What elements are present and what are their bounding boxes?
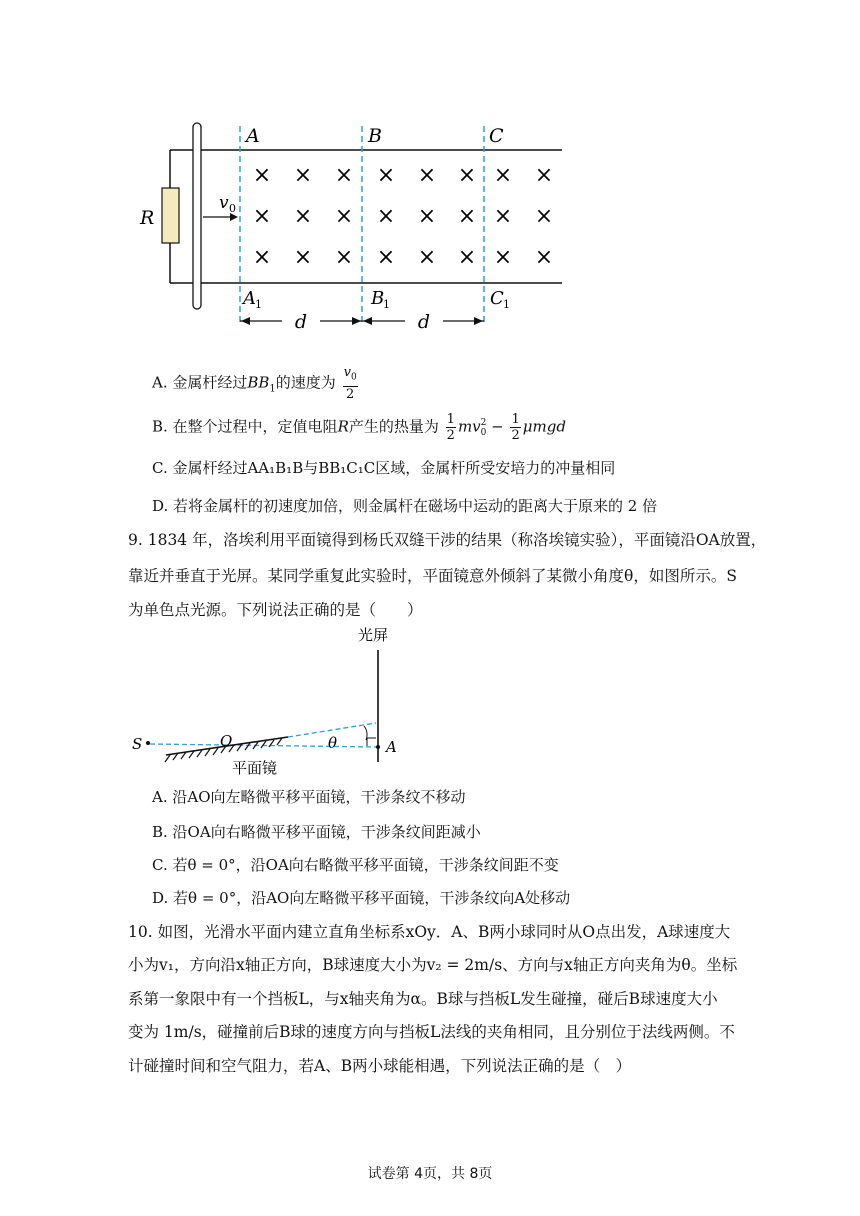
fraction: $\frac{v_0}{2}$	[343, 365, 357, 402]
svg-text:×: ×	[493, 245, 513, 270]
q8-option-b[interactable]: B. 在整个过程中，定值电阻R产生的热量为 $\frac{1}{2}$ mv 2 0 − $\frac{1}{2}$ μmgd	[152, 412, 566, 443]
label-o: O	[220, 732, 233, 750]
q9-stem-line-1: 9. 1834 年，洛埃利用平面镜得到杨氏双缝干涉的结果（称洛埃镜实验），平面镜沿OA放置，	[128, 531, 767, 549]
label-v0: v	[219, 193, 229, 213]
resistor-r	[162, 188, 179, 243]
q8-option-c[interactable]: C. 金属杆经过AA₁B₁B与BB₁C₁C区域，金属杆所受安培力的冲量相同	[152, 459, 616, 477]
svg-text:×: ×	[417, 163, 437, 188]
fraction: $\frac{1}{2}$	[511, 412, 520, 443]
svg-text:×: ×	[534, 204, 554, 229]
q9-option-d[interactable]: D. 若θ = 0°，沿AO向左略微平移平面镜，干涉条纹向A处移动	[152, 889, 571, 907]
svg-text:×: ×	[376, 163, 396, 188]
svg-text:×: ×	[457, 245, 477, 270]
svg-text:×: ×	[493, 163, 513, 188]
magnetic-field-crosses	[253, 163, 553, 270]
q10-stem-line-5: 计碰撞时间和空气阻力，若A、B两小球能相遇，下列说法正确的是（ ）	[128, 1057, 632, 1075]
label-d-1: d	[294, 311, 308, 333]
page-footer: 试卷第 4页，共 8页	[367, 1166, 493, 1182]
label-a1: A	[243, 288, 256, 309]
label-b1: B	[371, 288, 385, 309]
label-screen: 光屏	[358, 626, 389, 644]
metal-rod	[193, 123, 201, 309]
svg-text:×: ×	[293, 245, 313, 270]
svg-text:×: ×	[534, 245, 554, 270]
fraction: $\frac{1}{2}$	[446, 412, 455, 443]
svg-text:×: ×	[417, 245, 437, 270]
q10-stem-line-4: 变为 1m/s，碰撞前后B球的速度方向与挡板L法线的夹角相同，且分别位于法线两侧。不	[128, 1023, 735, 1041]
svg-text:×: ×	[457, 204, 477, 229]
svg-text:×: ×	[534, 163, 554, 188]
q10-stem-line-1: 10. 如图，光滑水平面内建立直角坐标系xOy．A、B两小球同时从O点出发，A球速度大	[128, 923, 731, 941]
q8-option-a[interactable]: A. 金属杆经过$BB_1$的速度为 $\frac{v_0}{2}$	[152, 365, 357, 402]
q8-option-d[interactable]: D. 若将金属杆的初速度加倍，则金属杆在磁场中运动的距离大于原来的 2 倍	[152, 497, 658, 515]
label-s: S	[132, 735, 143, 753]
label-d-2: d	[417, 311, 431, 333]
svg-text:×: ×	[252, 245, 272, 270]
svg-text:×: ×	[252, 163, 272, 188]
svg-text:0: 0	[229, 202, 236, 215]
svg-text:×: ×	[293, 204, 313, 229]
label-c1: C	[490, 288, 504, 309]
svg-text:×: ×	[334, 245, 354, 270]
q9-option-b[interactable]: B. 沿OA向右略微平移平面镜，干涉条纹间距减小	[152, 823, 481, 841]
svg-text:×: ×	[457, 163, 477, 188]
rail-magnetic-field-figure	[130, 118, 580, 340]
svg-text:×: ×	[417, 204, 437, 229]
svg-text:×: ×	[252, 204, 272, 229]
svg-text:×: ×	[293, 163, 313, 188]
svg-text:×: ×	[376, 245, 396, 270]
svg-text:×: ×	[334, 163, 354, 188]
q9-option-a[interactable]: A. 沿AO向左略微平移平面镜，干涉条纹不移动	[152, 788, 466, 806]
q10-stem-line-3: 系第一象限中有一个挡板L，与x轴夹角为α。B球与挡板L发生碰撞，碰后B球速度大小	[128, 990, 718, 1008]
svg-text:×: ×	[334, 204, 354, 229]
label-c: C	[489, 125, 504, 147]
svg-text:×: ×	[493, 204, 513, 229]
q10-stem-line-2: 小为v₁，方向沿x轴正方向，B球速度大小为v₂ = 2m/s、方向与x轴正方向夹角为θ。坐标	[128, 956, 738, 974]
label-a: A	[386, 738, 397, 756]
label-r: R	[140, 207, 155, 229]
label-a: A	[246, 125, 260, 147]
q9-stem-line-3: 为单色点光源。下列说法正确的是（ ）	[128, 601, 423, 619]
label-b: B	[368, 125, 382, 147]
q9-option-c[interactable]: C. 若θ = 0°，沿OA向右略微平移平面镜，干涉条纹间距不变	[152, 856, 559, 874]
q9-stem-line-2: 靠近并垂直于光屏。某同学重复此实验时，平面镜意外倾斜了某微小角度θ，如图所示。S	[128, 567, 737, 585]
label-mirror: 平面镜	[232, 759, 278, 777]
label-theta: θ	[328, 734, 338, 752]
svg-text:1: 1	[383, 298, 390, 311]
lloyd-mirror-figure	[128, 622, 418, 780]
svg-text:1: 1	[255, 298, 262, 311]
svg-text:1: 1	[503, 298, 510, 311]
svg-text:×: ×	[376, 204, 396, 229]
